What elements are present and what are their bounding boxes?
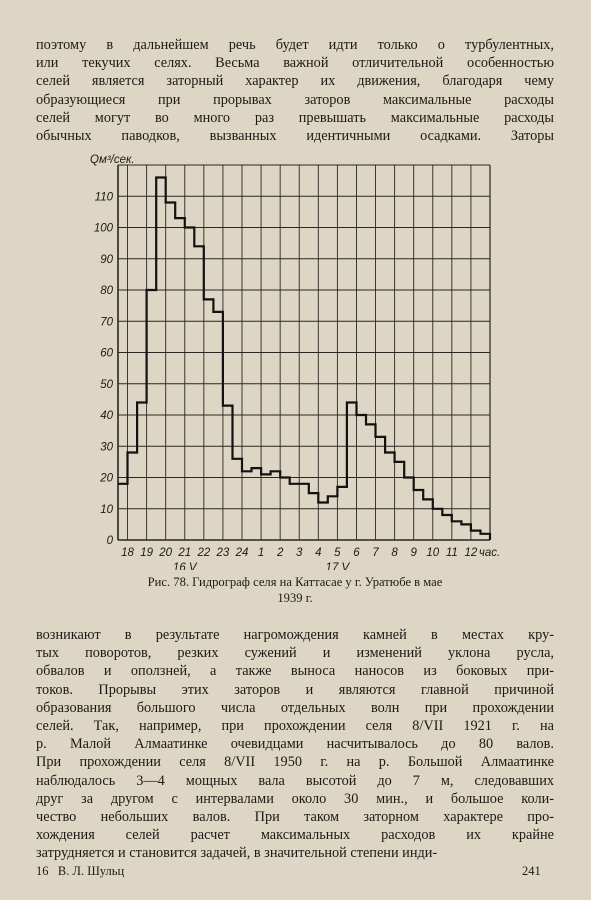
y-tick-label: 60 (100, 347, 113, 360)
paragraph-bottom-line: возникают в результате нагромождения камней в местах кру- (36, 627, 554, 643)
x-tick-label: 6 (353, 547, 360, 559)
x-tick-label: 10 (426, 547, 440, 559)
x-tick-label: 22 (197, 547, 211, 559)
y-axis-label: Qм³/сек. (90, 154, 135, 166)
paragraph-bottom-line: образования большого числа отдельных волн при прохождении (36, 699, 554, 716)
x-tick-label: 19 (140, 547, 154, 559)
page-number: 241 (522, 864, 541, 878)
paragraph-bottom-line: селей. Так, например, при прохождении селя 8/VII 1921 г. на (36, 718, 554, 735)
paragraph-bottom-line: наблюдалось 3—4 мощных вала высотой до 7 м, следовавших (36, 772, 554, 789)
x-tick-label: 23 (216, 547, 230, 559)
caption-line: 1939 г. (277, 591, 313, 605)
paragraph-top-line: селей является заторный характер их движения, благодаря чему (36, 73, 554, 90)
y-tick-label: 70 (100, 316, 113, 329)
x-tick-label: 18 (121, 547, 134, 559)
paragraph-top-line: поэтому в дальнейшем речь будет идти только о турбулентных, (36, 37, 554, 53)
paragraph-bottom-line: затрудняется и становится задачей, в значительной степени инди- (36, 845, 438, 862)
caption-line: Рис. 78. Гидрограф селя на Каттасае у г. Уратюбе в мае (147, 575, 443, 589)
hydrograph-chart (90, 145, 510, 570)
date-label: 17 V (325, 562, 350, 570)
y-tick-labels (94, 191, 114, 547)
paragraph-bottom-line: хождения селей расчет максимальных расходов их крайне (36, 827, 554, 844)
paragraph-bottom-line: токов. Прорывы этих заторов и являются главной причиной (36, 681, 554, 698)
figure-caption (36, 574, 554, 606)
x-tick-label: 21 (178, 547, 192, 559)
paragraph-bottom-line: друг за другом с интервалами около 30 мин., и большое коли- (36, 790, 554, 807)
paragraph-top-line: обычных паводков, вызванных идентичными осадками. Заторы (36, 128, 554, 145)
paragraph-bottom-line: тых поворотов, резких сужений и изменений уклона русла, (36, 645, 554, 662)
paragraph-bottom-line: обвалов и оползней, а также выноса наносов из боковых при- (36, 663, 554, 680)
paragraph-bottom-line: чество небольших валов. При таком заторном характере про- (36, 809, 554, 826)
x-tick-label: 8 (391, 547, 398, 559)
x-tick-label: 5 (334, 547, 341, 559)
y-tick-label: 100 (93, 222, 113, 235)
date-labels (173, 562, 351, 570)
x-tick-labels (121, 547, 500, 559)
y-tick-label: 30 (100, 441, 113, 454)
paragraph-bottom-line: р. Малой Алмаатинке очевидцами насчитывалось до 80 валов. (36, 736, 554, 753)
x-tick-label: 7 (372, 547, 379, 559)
paragraph-top-line: или текучих селях. Весьма важной отличительной особенностью (36, 55, 554, 72)
y-tick-label: 10 (100, 503, 113, 516)
y-tick-label: 50 (100, 378, 113, 391)
x-tick-label: 9 (410, 547, 417, 559)
paragraph-bottom (36, 626, 554, 863)
date-label: 16 V (172, 562, 197, 570)
x-tick-label: 2 (276, 547, 284, 559)
x-tick-label: 12 (464, 547, 478, 559)
hydrograph-line (118, 178, 490, 541)
y-tick-label: 0 (106, 535, 113, 547)
paragraph-bottom-line: При прохождении селя 8/VII 1950 г. на р. Большой Алмаатинке (36, 754, 554, 771)
x-tick-label: 20 (159, 547, 173, 559)
x-unit-label: час. (478, 547, 501, 559)
footer-signature: 16 В. Л. Шульц (36, 864, 125, 878)
x-tick-label: 3 (296, 547, 303, 559)
y-tick-label: 90 (100, 253, 113, 266)
paragraph-top-line: селей могут во много раз превышать максимальные расходы (36, 109, 554, 126)
x-tick-label: 1 (257, 547, 265, 559)
x-tick-label: 4 (315, 547, 322, 559)
y-tick-label: 40 (100, 410, 113, 422)
y-tick-label: 80 (100, 285, 113, 297)
paragraph-top (36, 36, 554, 145)
y-tick-label: 20 (100, 472, 113, 485)
x-tick-label: 11 (445, 547, 458, 559)
paragraph-top-line: образующиеся при прорывах заторов максимальные расходы (36, 91, 554, 108)
x-tick-label: 24 (235, 547, 249, 559)
y-tick-label: 110 (94, 191, 113, 204)
